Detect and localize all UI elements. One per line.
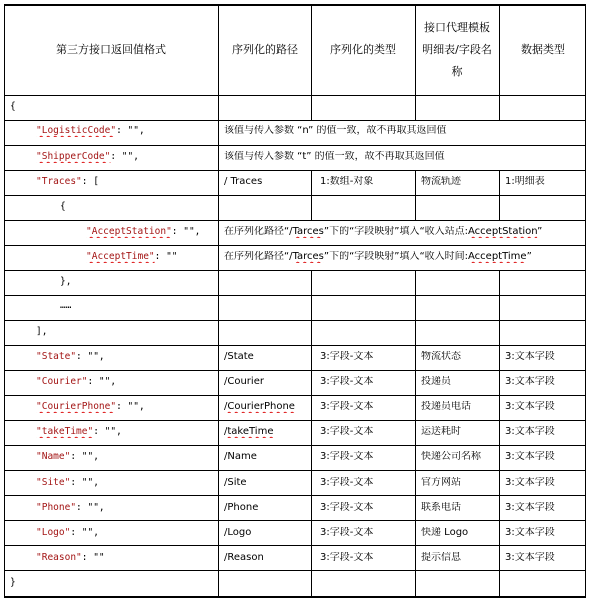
header-serialize-path xyxy=(219,4,311,95)
field-path-text: /Name xyxy=(224,451,257,462)
traces-value: : [ xyxy=(81,176,99,187)
field-dtype: 3:文本字段 xyxy=(505,426,555,437)
field-key: "State" xyxy=(36,351,77,362)
field-value: : "" xyxy=(81,552,105,563)
field-name: 物流状态 xyxy=(421,351,461,362)
logistic-code-value: : "", xyxy=(116,125,145,136)
note-text: ” xyxy=(537,226,543,237)
column-divider xyxy=(311,4,312,120)
field-name: 投递员电话 xyxy=(421,401,471,412)
row-divider xyxy=(4,120,586,121)
field-key: "takeTime" xyxy=(36,426,94,437)
field-value: : "", xyxy=(76,351,105,362)
field-name: 投递员 xyxy=(421,376,451,387)
inner-open-brace: { xyxy=(60,201,66,212)
field-path-text: /takeTime xyxy=(224,426,274,437)
field-value: : "", xyxy=(70,477,99,488)
field-dtype: 3:文本字段 xyxy=(505,451,555,462)
logistic-code-key: "LogisticCode" xyxy=(36,125,117,136)
field-value: : "", xyxy=(93,426,122,437)
column-divider xyxy=(311,270,312,597)
field-dtype: 3:文本字段 xyxy=(505,401,555,412)
accept-time-key: "AcceptTime" xyxy=(86,251,155,262)
field-dtype: 3:文本字段 xyxy=(505,477,555,488)
field-line xyxy=(36,527,99,539)
field-type: 3:字段-文本 xyxy=(320,376,374,387)
field-line xyxy=(36,552,105,564)
open-brace: { xyxy=(10,101,16,112)
row-divider xyxy=(4,220,586,221)
field-key: "Courier" xyxy=(36,376,88,387)
field-type: 3:字段-文本 xyxy=(320,451,374,462)
field-path-text: /Courier xyxy=(224,376,264,387)
shipper-code-value: : "", xyxy=(110,151,139,162)
column-divider xyxy=(415,170,416,220)
column-divider xyxy=(4,4,5,597)
header-template-field xyxy=(419,4,495,95)
field-key: "CourierPhone" xyxy=(36,401,117,412)
field-path xyxy=(224,351,254,363)
field-line xyxy=(36,451,99,463)
field-path xyxy=(224,477,247,489)
note-field: AcceptTime xyxy=(468,251,527,262)
note-text: ”下的“字段映射”填入“收入时间: xyxy=(323,251,468,262)
shipper-code-line xyxy=(36,151,139,163)
column-divider xyxy=(218,4,219,597)
field-name: 快递公司名称 xyxy=(421,451,481,462)
header-serialize-type xyxy=(312,4,414,95)
note-text: ” xyxy=(526,251,532,262)
field-name: 联系电话 xyxy=(421,502,461,513)
field-name: 提示信息 xyxy=(421,552,461,563)
field-path-text: /Reason xyxy=(224,552,264,563)
field-path xyxy=(224,401,295,413)
row-divider xyxy=(4,245,586,246)
field-line xyxy=(36,502,105,514)
logistic-code-note: 该值与传入参数 “n” 的值一致，故不再取其返回值 xyxy=(224,125,447,136)
column-divider xyxy=(415,4,416,120)
traces-line xyxy=(36,176,99,188)
field-dtype: 3:文本字段 xyxy=(505,502,555,513)
field-type: 3:字段-文本 xyxy=(320,477,374,488)
ellipsis: …… xyxy=(60,300,72,311)
close-brace: } xyxy=(10,577,16,588)
field-value: : "", xyxy=(116,401,145,412)
field-name: 官方网站 xyxy=(421,477,461,488)
field-type: 3:字段-文本 xyxy=(320,552,374,563)
header-label: 接口代理模板明细表/字段名称 xyxy=(422,20,492,78)
header-label: 数据类型 xyxy=(521,42,565,56)
note-text: 在序列化路径“/ xyxy=(224,226,293,237)
note-text: ”下的“字段映射”填入“收入站点: xyxy=(323,226,468,237)
field-key: "Name" xyxy=(36,451,71,462)
field-name: 运送耗时 xyxy=(421,426,461,437)
field-path-text: /Site xyxy=(224,477,247,488)
column-divider xyxy=(499,170,500,220)
traces-key: "Traces" xyxy=(36,176,82,187)
note-path: Tarces xyxy=(292,251,324,262)
accept-station-line xyxy=(86,226,200,238)
field-dtype: 3:文本字段 xyxy=(505,351,555,362)
accept-time-note xyxy=(224,251,586,263)
note-path: Tarces xyxy=(292,226,324,237)
field-line xyxy=(36,426,122,438)
header-data-type xyxy=(500,4,586,95)
column-divider xyxy=(585,4,586,597)
traces-dtype: 1:明细表 xyxy=(505,176,545,187)
field-path xyxy=(224,426,273,438)
field-path xyxy=(224,552,264,564)
accept-station-note xyxy=(224,226,586,238)
field-type: 3:字段-文本 xyxy=(320,502,374,513)
field-path xyxy=(224,376,264,388)
note-field: AcceptStation xyxy=(468,226,538,237)
accept-station-value: : "", xyxy=(171,226,201,237)
field-line xyxy=(36,401,145,413)
accept-time-line xyxy=(86,251,178,263)
accept-station-key: "AcceptStation" xyxy=(86,226,172,237)
field-key: "Site" xyxy=(36,477,71,488)
shipper-code-key: "ShipperCode" xyxy=(36,151,111,162)
header-label: 序列化的路径 xyxy=(232,42,298,56)
logistic-code-line xyxy=(36,125,145,137)
field-key: "Reason" xyxy=(36,552,82,563)
field-value: : "", xyxy=(76,502,105,513)
array-close: ], xyxy=(36,326,48,337)
field-path xyxy=(224,502,258,514)
field-type: 3:字段-文本 xyxy=(320,351,374,362)
field-value: : "", xyxy=(70,527,99,538)
row-divider xyxy=(4,145,586,146)
column-divider xyxy=(499,270,500,597)
field-key: "Logo" xyxy=(36,527,71,538)
field-type: 3:字段-文本 xyxy=(320,426,374,437)
field-line xyxy=(36,376,116,388)
accept-time-value: : "" xyxy=(154,251,178,262)
field-path-text: /State xyxy=(224,351,254,362)
traces-path: / Traces xyxy=(224,176,263,187)
field-type: 3:字段-文本 xyxy=(320,401,374,412)
field-dtype: 3:文本字段 xyxy=(505,552,555,563)
column-divider xyxy=(415,270,416,597)
field-dtype: 3:文本字段 xyxy=(505,376,555,387)
column-divider xyxy=(499,4,500,120)
field-key: "Phone" xyxy=(36,502,77,513)
field-dtype: 3:文本字段 xyxy=(505,527,555,538)
field-value: : "", xyxy=(70,451,99,462)
traces-type: 1:数组-对象 xyxy=(320,176,374,187)
traces-field: 物流轨迹 xyxy=(421,176,461,187)
field-path xyxy=(224,527,251,539)
field-type: 3:字段-文本 xyxy=(320,527,374,538)
inner-close-brace: }, xyxy=(60,276,72,287)
header-source-format xyxy=(4,4,218,95)
field-value: : "", xyxy=(87,376,117,387)
field-path-text: /Phone xyxy=(224,502,259,513)
field-name: 快递 Logo xyxy=(421,527,469,538)
header-label: 序列化的类型 xyxy=(330,42,396,56)
column-divider xyxy=(311,170,312,220)
field-line xyxy=(36,351,105,363)
field-line xyxy=(36,477,99,489)
shipper-code-note: 该值与传入参数 “t” 的值一致，故不再取其返回值 xyxy=(224,151,445,162)
header-label: 第三方接口返回值格式 xyxy=(56,42,166,56)
note-text: 在序列化路径“/ xyxy=(224,251,293,262)
field-path-text: /CourierPhone xyxy=(224,401,295,412)
field-path-text: /Logo xyxy=(224,527,252,538)
field-path xyxy=(224,451,257,463)
